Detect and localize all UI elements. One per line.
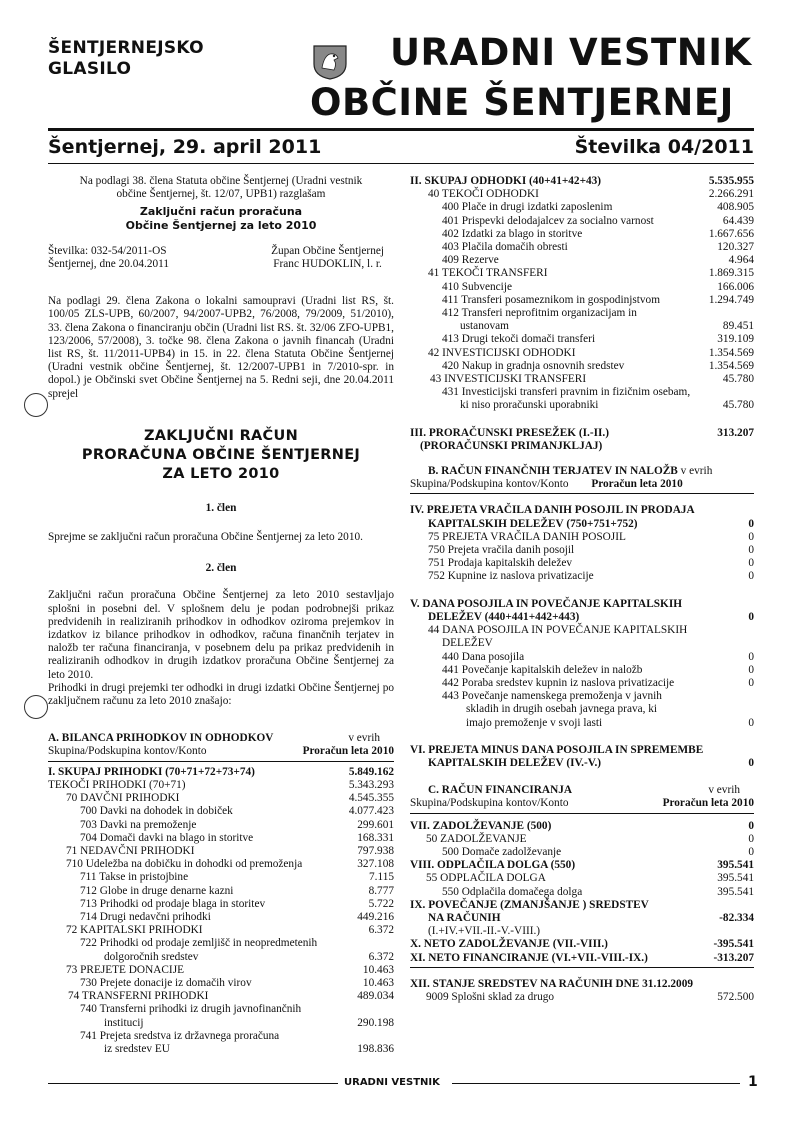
row-value: 2.266.291 (708, 188, 754, 201)
row-value: 10.463 (362, 976, 394, 989)
table-b-section-5 (410, 598, 754, 730)
table-row (410, 201, 754, 214)
row-label: 710 Udeležba na dobičku in dohodki od premoženja (66, 858, 303, 871)
article-2-text: Zaključni račun proračuna Občine Šentjernej za leto 2010 sestavljajo splošni in posebni del. V splošnem delu je podan podrobnejši prikaz predvidenih in realiziranih prihodkov in odhodkov oziroma prejemkov in izdatkov iz bilance prihodkov in odhodkov, računa finančnih terjatev in naložb ter računa financiranja, v posebnem delu pa prikaz predvidenih in realiziranih odhodkov in drugih izdatkov proračuna Občine Šentjernej za leto 2010. (48, 589, 394, 681)
row-value: 168.331 (357, 831, 394, 844)
row-value: 45.780 (722, 373, 754, 386)
table-row (410, 570, 754, 583)
row-label: 712 Globe in druge denarne kazni (80, 884, 234, 897)
row-label: dolgoročnih sredstev (104, 950, 199, 963)
row-label: 40 TEKOČI ODHODKI (428, 188, 539, 201)
row-label: 752 Kupnine iz naslova privatizacije (428, 570, 594, 583)
row-value: 0 (748, 663, 754, 676)
row-value: 327.108 (357, 858, 394, 871)
table-row (410, 531, 754, 544)
row-label: institucij (104, 1016, 144, 1029)
table-row (410, 872, 754, 885)
row-value: 6.372 (368, 950, 394, 963)
row-value: 120.327 (717, 241, 754, 254)
article-1-text: Sprejme se zaključni račun proračuna Občine Šentjernej za leto 2010. (48, 531, 363, 544)
row-value: 5.849.162 (348, 765, 394, 778)
row-label: 73 PREJETE DONACIJE (66, 963, 184, 976)
table-row (410, 925, 754, 938)
row-label: 703 Davki na premoženje (80, 818, 197, 831)
table-row (48, 871, 394, 884)
table-row (410, 757, 754, 770)
row-label: 44 DANA POSOJILA IN POVEČANJE KAPITALSKIH (428, 624, 688, 637)
row-label: 403 Plačila domačih obresti (442, 241, 568, 254)
row-value: 166.006 (717, 280, 754, 293)
row-value: 395.541 (717, 859, 754, 872)
table-row (410, 399, 754, 412)
table-rule (410, 493, 754, 494)
row-label: 411 Transferi posameznikom in gospodinjstvom (442, 293, 660, 306)
row-label: 70 DAVČNI PRIHODKI (66, 792, 180, 805)
row-value: 0 (748, 570, 754, 583)
row-value: 5.722 (368, 897, 394, 910)
row-value: 8.777 (368, 884, 394, 897)
row-label: X. NETO ZADOLŽEVANJE (VII.-VIII.) (410, 938, 608, 951)
row-value: 1.294.749 (708, 293, 754, 306)
row-label: 700 Davki na dohodek in dobiček (80, 805, 233, 818)
table-row (410, 333, 754, 346)
row-value: 290.198 (357, 1016, 394, 1029)
table-a-expenses (410, 175, 754, 413)
final-balance: XII. STANJE SREDSTEV NA RAČUNIH DNE 31.12.2009 9009 Splošni sklad za drugo 572.500 (410, 977, 754, 1003)
row-value: 299.601 (357, 818, 394, 831)
row-label: 75 PREJETA VRAČILA DANIH POSOJIL (428, 530, 626, 543)
table-b-title: B. RAČUN FINANČNIH TERJATEV IN NALOŽB (428, 465, 678, 478)
row-value: 1.354.569 (708, 346, 754, 359)
masthead-title-line1: URADNI VESTNIK (390, 31, 752, 74)
row-label: 741 Prejeta sredstva iz državnega proračuna (80, 1029, 280, 1042)
row-label: 730 Prejete donacije iz domačih virov (80, 976, 252, 989)
row-label: 420 Nakup in gradnja osnovnih sredstev (442, 359, 625, 372)
row-label: 71 NEDAVČNI PRIHODKI (66, 844, 195, 857)
row-label: TEKOČI PRIHODKI (70+71) (48, 778, 186, 791)
right-column (410, 175, 754, 1004)
legal-basis: Na podlagi 29. člena Zakona o lokalni samoupravi (Uradni list RS, št. 100/05 ZLS-UPB, 60/2007, 94/2007-UPB2, 76/2008, 79/2009, 51/2010), 33. člena Zakona o financiranju občin (Uradni list RS. št. 32/06 ZFO-UPB1, 123/2006, 57/2008), 3. točke 98. člena Zakona o javnih financah (Uradni list RS, št. 11/2011-UPB4) in 15. in 22. člena Statuta Občine Šentjernej (Uradni vestnik občine Šentjernej, št. 12/2007-UPB1 in 7/2010-spr. in dopol.) je Občinski svet Občine Šentjernej na 5. Redni seji, dne 20.04.2011 sprejel (48, 295, 394, 400)
table-row (410, 241, 754, 254)
table-row (410, 677, 754, 690)
row-value: 4.077.423 (348, 805, 394, 818)
table-row (48, 779, 394, 792)
table-row (48, 898, 394, 911)
row-label: 50 ZADOLŽEVANJE (426, 832, 527, 845)
left-column (48, 175, 394, 1056)
table-rule (410, 967, 754, 968)
article-1-title: 1. člen (205, 501, 237, 514)
intro-heading: Zaključni račun proračuna (139, 205, 303, 219)
table-row (48, 1003, 394, 1016)
row-label: 443 Povečanje namenskega premoženja v javnih (442, 690, 662, 703)
table-row (48, 845, 394, 858)
table-row (410, 188, 754, 201)
footer-label: URADNI VESTNIK (344, 1077, 440, 1088)
row-label: 409 Rezerve (442, 254, 499, 267)
table-row (48, 937, 394, 950)
row-value: 489.034 (357, 990, 394, 1003)
document-date: Šentjernej, dne 20.04.2011 (48, 258, 170, 271)
row-label: 400 Plače in drugi izdatki zaposlenim (442, 201, 613, 214)
table-row (410, 651, 754, 664)
row-label: VI. PREJETA MINUS DANA POSOJILA IN SPREMEMBE (410, 743, 704, 756)
row-value: 0 (748, 610, 754, 623)
table-a-col1: Skupina/Podskupina kontov/Konto (48, 745, 207, 758)
table-row (410, 598, 754, 611)
table-a-col2: Proračun leta 2010 (302, 745, 394, 758)
table-rule (48, 761, 394, 762)
row-value: 5.343.293 (348, 778, 394, 791)
table-a-title: A. BILANCA PRIHODKOV IN ODHODKOV (48, 732, 274, 745)
masthead-rule (48, 128, 754, 131)
row-label: 41 TEKOČI TRANSFERI (428, 267, 548, 280)
row-label: KAPITALSKIH DELEŽEV (750+751+752) (428, 517, 638, 530)
table-row (48, 911, 394, 924)
issue-date: Šentjernej, 29. april 2011 (48, 136, 322, 158)
row-label: 410 Subvencije (442, 280, 512, 293)
row-value: 4.964 (728, 254, 754, 267)
table-row (410, 820, 754, 833)
table-c-unit: v evrih (708, 784, 740, 797)
table-row (48, 832, 394, 845)
table-row (48, 977, 394, 990)
row-value: 7.115 (369, 871, 394, 884)
table-row (410, 637, 754, 650)
table-c-title: C. RAČUN FINANCIRANJA (428, 784, 573, 797)
article-2-title: 2. člen (205, 562, 237, 575)
row-value: 0 (748, 832, 754, 845)
table-b-section-4 (410, 504, 754, 583)
row-value: 408.905 (717, 201, 754, 214)
row-value: 198.836 (357, 1042, 394, 1055)
table-row (410, 228, 754, 241)
table-row (410, 215, 754, 228)
row-label: 441 Povečanje kapitalskih deležev in naložb (442, 663, 643, 676)
row-label: 74 TRANSFERNI PRIHODKI (68, 990, 209, 1003)
table-row (410, 518, 754, 531)
table-c-col1: Skupina/Podskupina kontov/Konto (410, 797, 569, 810)
table-row (48, 924, 394, 937)
row-label: DELEŽEV (440+441+442+443) (428, 610, 580, 623)
table-row (410, 912, 754, 925)
intro-heading: Občine Šentjernej za leto 2010 (125, 218, 317, 232)
table-row (48, 858, 394, 871)
mayor-name: Franc HUDOKLIN, l. r. (273, 258, 382, 271)
row-label: 750 Prejeta vračila danih posojil (428, 544, 575, 557)
row-value: 319.109 (717, 333, 754, 346)
table-row (410, 624, 754, 637)
table-row (410, 307, 754, 320)
table-rule (410, 813, 754, 814)
row-value: 0 (748, 544, 754, 557)
table-row (410, 347, 754, 360)
row-label: iz sredstev EU (104, 1042, 170, 1055)
row-value: 449.216 (357, 910, 394, 923)
row-value: 395.541 (717, 885, 754, 898)
row-value: 45.780 (722, 399, 754, 412)
row-value: 1.667.656 (708, 227, 754, 240)
row-label: 500 Domače zadolževanje (442, 845, 562, 858)
row-value: -313.207 (713, 951, 754, 964)
row-value: 5.535.955 (708, 175, 754, 187)
page-number: 1 (748, 1074, 758, 1090)
coat-of-arms-icon (312, 44, 348, 80)
table-row (48, 819, 394, 832)
table-row (410, 294, 754, 307)
table-row (48, 766, 394, 779)
row-value: 395.541 (717, 872, 754, 885)
table-row (410, 267, 754, 280)
row-label: 550 Odplačila domačega dolga (442, 885, 583, 898)
row-label: VIII. ODPLAČILA DOLGA (550) (410, 859, 576, 872)
footer-rule (48, 1083, 338, 1084)
table-a-unit: v evrih (348, 732, 380, 745)
row-value: 64.439 (722, 214, 754, 227)
table-row (410, 320, 754, 333)
table-row (48, 1043, 394, 1056)
table-c (410, 784, 754, 968)
table-row (410, 846, 754, 859)
row-label: KAPITALSKIH DELEŽEV (IV.-V.) (428, 756, 602, 769)
document-number: Številka: 032-54/2011-OS (48, 244, 167, 257)
row-label: IV. PREJETA VRAČILA DANIH POSOJIL IN PRODAJA (410, 504, 695, 517)
row-label: imajo premoženje v svoji lasti (466, 716, 603, 729)
row-label: ustanovam (460, 320, 509, 333)
table-row (410, 744, 754, 757)
table-row (410, 611, 754, 624)
table-row (410, 664, 754, 677)
table-c-col2: Proračun leta 2010 (662, 797, 754, 810)
row-label: 72 KAPITALSKI PRIHODKI (66, 924, 203, 937)
row-value: 0 (748, 530, 754, 543)
publication-name: ŠENTJERNEJSKO GLASILO (48, 38, 204, 79)
row-label: 442 Poraba sredstev kupnin iz naslova privatizacije (442, 676, 675, 689)
table-a (48, 732, 394, 1056)
table-row (48, 805, 394, 818)
table-row (410, 886, 754, 899)
row-label: 412 Transferi neprofitnim organizacijam in (442, 307, 637, 320)
punch-hole-mark (24, 695, 48, 719)
row-value: 0 (748, 756, 754, 769)
row-label: 413 Drugi tekoči domači transferi (442, 333, 596, 346)
table-row (410, 360, 754, 373)
row-value: 0 (748, 819, 754, 832)
table-row (410, 938, 754, 951)
table-row (48, 1017, 394, 1030)
row-label: 440 Dana posojila (442, 650, 525, 663)
table-row (48, 964, 394, 977)
row-value: 89.451 (722, 320, 754, 333)
row-value: 4.545.355 (348, 792, 394, 805)
mayor-title: Župan Občine Šentjernej (271, 244, 384, 257)
table-b (410, 465, 754, 770)
table-b-section-6 (410, 744, 754, 770)
table-row (410, 281, 754, 294)
table-row (410, 544, 754, 557)
row-label: DELEŽEV (442, 637, 493, 650)
table-row (410, 254, 754, 267)
row-value: -395.541 (713, 938, 754, 951)
table-row (48, 1030, 394, 1043)
row-value: 0 (748, 716, 754, 729)
table-row (48, 792, 394, 805)
row-value: 0 (748, 676, 754, 689)
intro-line: Na podlagi 38. člena Statuta občine Šentjernej (Uradni vestnik (79, 175, 363, 187)
table-row (410, 386, 754, 399)
table-c-rows (410, 820, 754, 965)
table-row (410, 504, 754, 517)
intro-line: občine Šentjernej, št. 12/07, UPB1) razglašam (116, 188, 326, 201)
row-label: VII. ZADOLŽEVANJE (500) (410, 819, 552, 832)
row-label: 711 Takse in pristojbine (80, 871, 189, 884)
row-value: 0 (748, 845, 754, 858)
row-value: 0 (748, 557, 754, 570)
table-row (48, 990, 394, 1003)
row-label: NA RAČUNIH (428, 911, 501, 924)
footer-rule (452, 1083, 740, 1084)
row-label: 713 Prihodki od prodaje blaga in storitev (80, 897, 266, 910)
row-label: skladih in drugih osebah javnega prava, ki (466, 703, 658, 716)
row-label: ki niso proračunski uporabniki (460, 399, 599, 412)
row-value: 0 (748, 517, 754, 530)
row-value: -82.334 (719, 911, 754, 924)
row-label: V. DANA POSOJILA IN POVEČANJE KAPITALSKIH (410, 597, 683, 610)
surplus-block: III. PRORAČUNSKI PRESEŽEK (I.-II.) 313.207 (PRORAČUNSKI PRIMANJKLJAJ) (410, 426, 754, 452)
table-row (48, 951, 394, 964)
row-label: II. SKUPAJ ODHODKI (40+41+42+43) (410, 175, 602, 187)
table-row (410, 859, 754, 872)
row-label: 401 Prispevki delodajalcev za socialno varnost (442, 214, 654, 227)
row-label: 431 Investicijski transferi pravnim in fizičnim osebam, (442, 386, 691, 399)
table-b-col1: Skupina/Podskupina kontov/Konto (410, 478, 569, 491)
header-divider (48, 163, 754, 164)
row-label: I. SKUPAJ PRIHODKI (70+71+72+73+74) (48, 765, 255, 778)
table-row (410, 833, 754, 846)
row-value: 6.372 (368, 924, 394, 937)
table-b-unit: v evrih (680, 465, 713, 478)
article-2-text2: Prihodki in drugi prejemki ter odhodki in drugi izdatki Občine Šentjernej po zaključnem računu za leto 2010 znašajo: (48, 681, 394, 708)
row-label: 402 Izdatki za blago in storitve (442, 227, 583, 240)
row-label: 43 INVESTICIJSKI TRANSFERI (430, 373, 587, 386)
issue-number: Številka 04/2011 (574, 136, 754, 158)
table-row (410, 175, 754, 188)
table-row (410, 703, 754, 716)
row-label: (I.+IV.+VII.-II.-V.-VIII.) (428, 925, 541, 938)
row-value: 797.938 (357, 844, 394, 857)
punch-hole-mark (24, 393, 48, 417)
table-row (410, 557, 754, 570)
row-label: 42 INVESTICIJSKI ODHODKI (428, 346, 576, 359)
row-label: 722 Prihodki od prodaje zemljišč in neopredmetenih (80, 937, 318, 950)
table-a-rows (48, 766, 394, 1056)
row-label: 714 Drugi nedavčni prihodki (80, 910, 211, 923)
row-label: 55 ODPLAČILA DOLGA (426, 872, 546, 885)
row-label: IX. POVEČANJE (ZMANJŠANJE ) SREDSTEV (410, 898, 649, 911)
row-value: 1.869.315 (708, 267, 754, 280)
masthead-title-line2: OBČINE ŠENTJERNEJ (310, 81, 734, 124)
table-row (410, 690, 754, 703)
table-b-col2: Proračun leta 2010 (591, 478, 683, 491)
table-row (410, 899, 754, 912)
row-label: 704 Domači davki na blago in storitve (80, 831, 254, 844)
row-label: 740 Transferni prihodki iz drugih javnofinančnih (80, 1003, 302, 1016)
table-row (410, 717, 754, 730)
row-value: 10.463 (362, 963, 394, 976)
row-label: XI. NETO FINANCIRANJE (VI.+VII.-VIII.-IX.) (410, 951, 648, 964)
row-value: 0 (748, 650, 754, 663)
main-title: ZAKLJUČNI RAČUN PRORAČUNA OBČINE ŠENTJERNEJ ZA LETO 2010 (81, 427, 361, 482)
table-row (410, 373, 754, 386)
signature-block (48, 245, 394, 271)
table-row (48, 885, 394, 898)
row-value: 1.354.569 (708, 359, 754, 372)
table-row (410, 952, 754, 965)
row-label: 751 Prodaja kapitalskih deležev (428, 557, 572, 570)
